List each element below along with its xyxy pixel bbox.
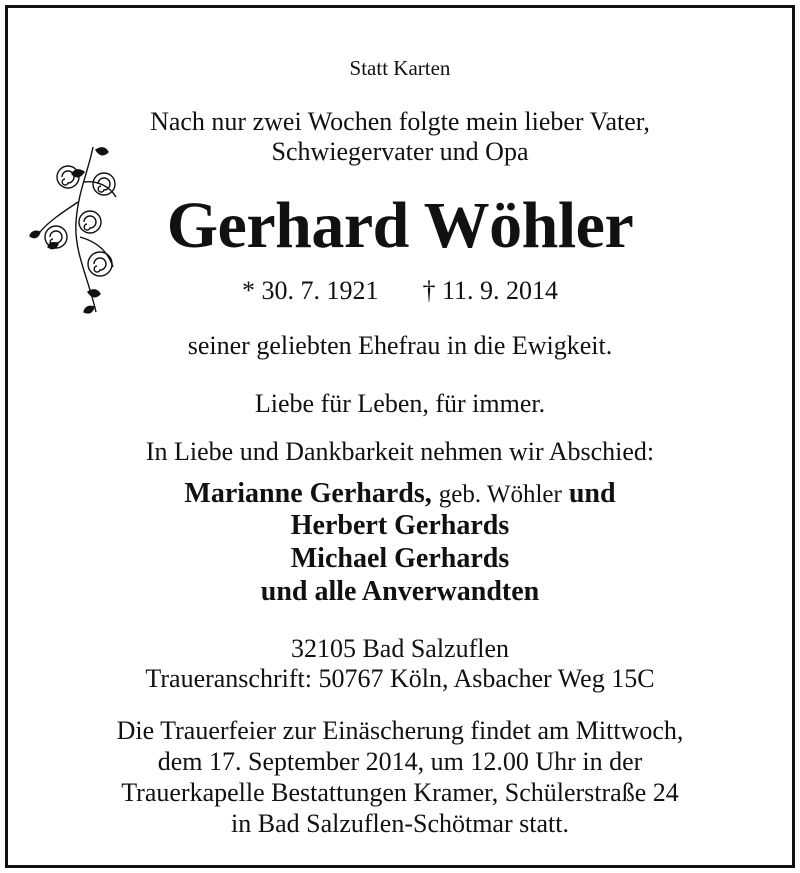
mourner-line-3: Michael Gerhards xyxy=(290,543,510,574)
mourning-address: Traueranschrift: 50767 Köln, Asbacher Weg 15C xyxy=(145,664,655,693)
intro-line-1: Nach nur zwei Wochen folgte mein lieber Vater, xyxy=(150,107,650,136)
farewell-text: In Liebe und Dankbarkeit nehmen wir Abschied: xyxy=(145,437,655,466)
mourner-line-4: und alle Anverwandten xyxy=(260,576,540,607)
death-date: † 11. 9. 2014 xyxy=(422,276,559,305)
birth-date: * 30. 7. 1921 xyxy=(241,276,379,305)
mourner-line-2: Herbert Gerhards xyxy=(290,510,510,541)
mourner-maiden-name: geb. Wöhler xyxy=(438,481,562,508)
mourner-and: und xyxy=(568,478,616,509)
ceremony-line-3: Trauerkapelle Bestattungen Kramer, Schülerstraße 24 xyxy=(121,778,679,807)
motto-text: Liebe für Leben, für immer. xyxy=(254,389,546,418)
continuation-text: seiner geliebten Ehefrau in die Ewigkeit. xyxy=(187,331,613,360)
statt-karten: Statt Karten xyxy=(349,56,451,80)
mourner-name-marianne: Marianne Gerhards, xyxy=(184,478,432,509)
deceased-name: Gerhard Wöhler xyxy=(166,189,634,262)
life-dates xyxy=(0,276,800,306)
ceremony-line-1: Die Trauerfeier zur Einäscherung findet am Mittwoch, xyxy=(116,716,684,745)
ceremony-line-4: in Bad Salzuflen-Schötmar statt. xyxy=(231,809,569,838)
ceremony-line-2: dem 17. September 2014, um 12.00 Uhr in der xyxy=(157,747,643,776)
mourner-line-1 xyxy=(0,478,800,510)
address-city: 32105 Bad Salzuflen xyxy=(290,634,510,663)
intro-line-2: Schwiegervater und Opa xyxy=(271,137,529,166)
